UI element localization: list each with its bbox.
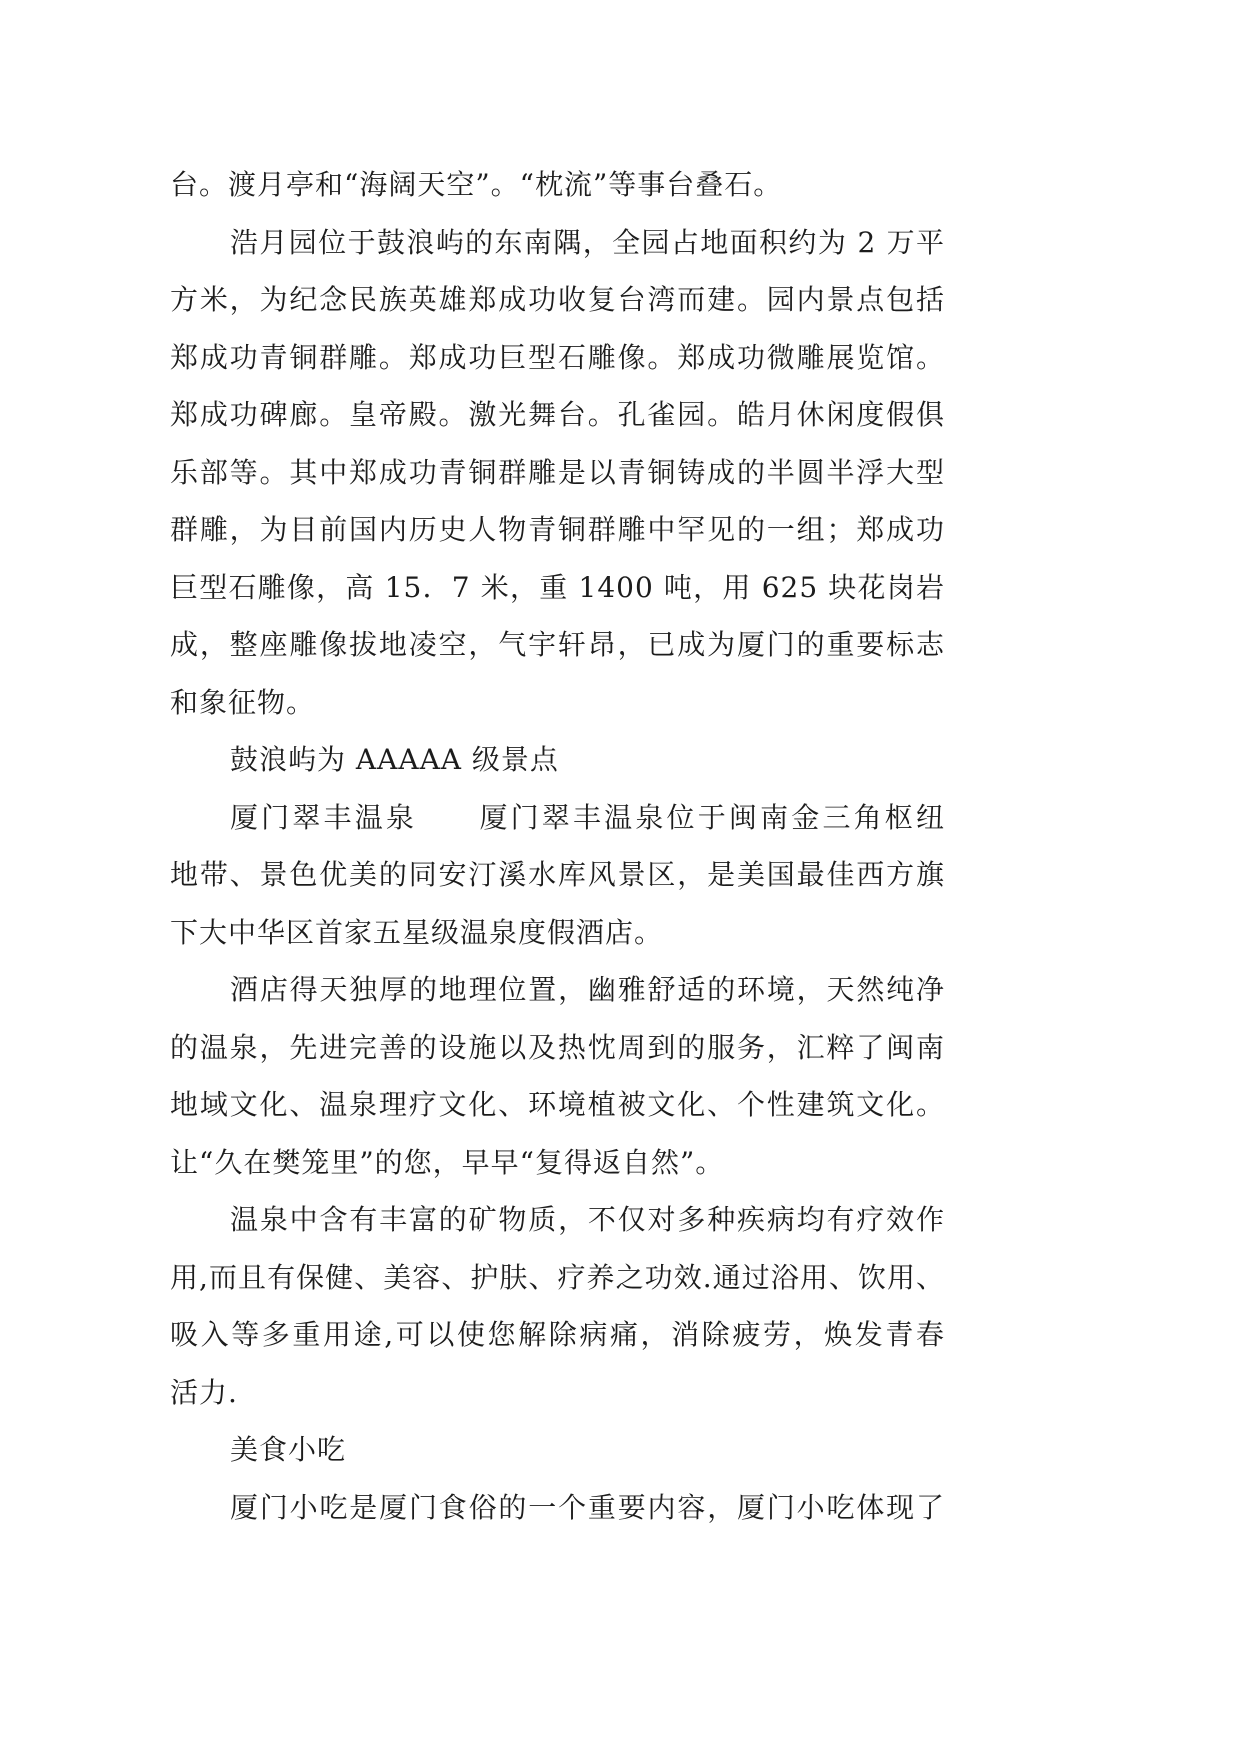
text-line: 厦门翠丰温泉 厦门翠丰温泉位于闽南金三角枢纽 bbox=[230, 800, 945, 834]
text-line: 鼓浪屿为 AAAAA 级景点 bbox=[230, 743, 559, 776]
text-line: 厦门小吃是厦门食俗的一个重要内容，厦门小吃体现了 bbox=[230, 1490, 945, 1524]
paragraph-snacks bbox=[170, 1479, 945, 1537]
text-line: 巨型石雕像，高 15．7 米，重 1400 吨，用 625 块花岗岩 bbox=[170, 570, 945, 604]
paragraph-hotel bbox=[170, 961, 945, 1191]
section-heading-snacks bbox=[170, 1421, 945, 1479]
text-line: 群雕，为目前国内历史人物青铜群雕中罕见的一组；郑成功 bbox=[170, 513, 945, 546]
text-line: 成，整座雕像拔地凌空，气宇轩昂，已成为厦门的重要标志 bbox=[170, 628, 945, 661]
body-text bbox=[170, 156, 945, 1536]
text-line: 吸入等多重用途,可以使您解除病痛，消除疲劳，焕发青春 bbox=[170, 1318, 945, 1351]
text-line: 酒店得天独厚的地理位置，幽雅舒适的环境，天然纯净 bbox=[230, 973, 945, 1006]
text-line: 用,而且有保健、美容、护肤、疗养之功效.通过浴用、饮用、 bbox=[170, 1260, 945, 1294]
text-line: 活力. bbox=[170, 1375, 238, 1409]
paragraph-gulangyu-continued bbox=[170, 156, 945, 214]
text-line: 浩月园位于鼓浪屿的东南隅，全园占地面积约为 2 万平 bbox=[230, 225, 945, 259]
text-line: 的温泉，先进完善的设施以及热忱周到的服务，汇粹了闽南 bbox=[170, 1030, 945, 1064]
paragraph-minerals bbox=[170, 1191, 945, 1421]
paragraph-hot-spring-intro bbox=[170, 789, 945, 962]
paragraph-rating bbox=[170, 731, 945, 789]
text-line: 让“久在樊笼里”的您，早早“复得返自然”。 bbox=[170, 1145, 725, 1179]
text-line: 和象征物。 bbox=[170, 685, 316, 719]
text-line: 下大中华区首家五星级温泉度假酒店。 bbox=[170, 915, 664, 949]
text-line: 方米，为纪念民族英雄郑成功收复台湾而建。园内景点包括 bbox=[170, 283, 945, 316]
text-line: 郑成功碑廊。皇帝殿。激光舞台。孔雀园。皓月休闲度假俱 bbox=[170, 398, 945, 431]
text-line: 台。渡月亭和“海阔天空”。“枕流”等事台叠石。 bbox=[170, 168, 783, 201]
text-line: 地带、景色优美的同安汀溪水库风景区，是美国最佳西方旗 bbox=[170, 858, 945, 891]
paragraph-haoyue-garden bbox=[170, 214, 945, 732]
text-line: 郑成功青铜群雕。郑成功巨型石雕像。郑成功微雕展览馆。 bbox=[170, 340, 945, 374]
text-line: 乐部等。其中郑成功青铜群雕是以青铜铸成的半圆半浮大型 bbox=[170, 455, 945, 489]
text-line: 美食小吃 bbox=[230, 1433, 347, 1466]
text-line: 地域文化、温泉理疗文化、环境植被文化、个性建筑文化。 bbox=[170, 1088, 945, 1121]
text-line: 温泉中含有丰富的矿物质，不仅对多种疾病均有疗效作 bbox=[230, 1203, 945, 1236]
